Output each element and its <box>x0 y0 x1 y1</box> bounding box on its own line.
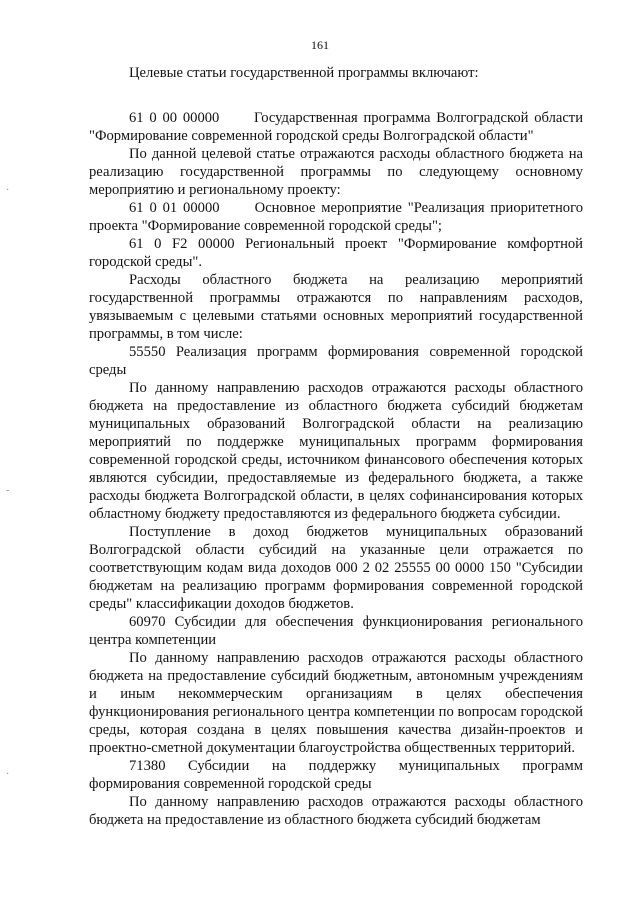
margin-mark: - <box>6 485 10 496</box>
paragraph: По данной целевой статье отражаются расходы областного бюджета на реализацию государственной программы по следующему основному мероприятию и региональному проекту: <box>89 146 583 198</box>
document-body <box>89 64 587 829</box>
page-number: 161 <box>311 38 329 52</box>
paragraph: Расходы областного бюджета на реализацию мероприятий государственной программы отражаются по направлениям расходов, увязываемым с целевыми статьями основных мероприятий государственной программы, в том числе: <box>89 272 583 342</box>
paragraph: По данному направлению расходов отражаются расходы областного бюджета на предоставление из областного бюджета субсидий бюджетам <box>89 794 583 828</box>
paragraph: По данному направлению расходов отражаются расходы областного бюджета на предоставление субсидий бюджетным, автономным учреждениям и иным некоммерческим организациям в целях обеспечения функционирования регионального центра компетенции по вопросам городской среды, которая создана в целях повышения качества дизайн-проектов и проектно-сметной документации благоустройства общественных территорий. <box>89 650 583 756</box>
paragraph: По данному направлению расходов отражаются расходы областного бюджета на предоставление из областного бюджета субсидий бюджетам муниципальных образований Волгоградской области на реализацию мероприятий по поддержке муниципальных программ формирования современной городской среды, источником финансового обеспечения которых являются субсидии, предоставляемые из федерального бюджета, а также расходы бюджета Волгоградской области, в целях софинансирования которых областному бюджету предоставляются из федерального бюджета субсидии. <box>89 380 583 522</box>
target-article-61-0-00: 61 0 00 00000 Государственная программа Волгоградской области "Формирование современной городской среды Волгоградской области" <box>89 110 587 144</box>
margin-mark: · <box>6 769 10 780</box>
intro-line: Целевые статьи государственной программы включают: <box>129 65 479 81</box>
target-article-61-0-01: 61 0 01 00000 Основное мероприятие "Реализация приоритетного проекта "Формирование современной городской среды"; <box>89 200 587 234</box>
target-article-61-0-f2: 61 0 F2 00000 Региональный проект "Формирование комфортной городской среды". <box>89 236 583 270</box>
expense-direction-60970: 60970 Субсидии для обеспечения функционирования регионального центра компетенции <box>89 614 583 648</box>
expense-direction-71380: 71380 Субсидии на поддержку муниципальных программ формирования современной городской среды <box>89 758 583 792</box>
paragraph: Поступление в доход бюджетов муниципальных образований Волгоградской области субсидий на указанные цели отражается по соответствующим кодам вида доходов 000 2 02 25555 00 0000 150 "Субсидии бюджетам на реализацию программ формирования современной городской среды" классификации доходов бюджетов. <box>89 524 583 612</box>
margin-mark: · <box>6 185 10 196</box>
expense-direction-55550: 55550 Реализация программ формирования современной городской среды <box>89 344 583 378</box>
